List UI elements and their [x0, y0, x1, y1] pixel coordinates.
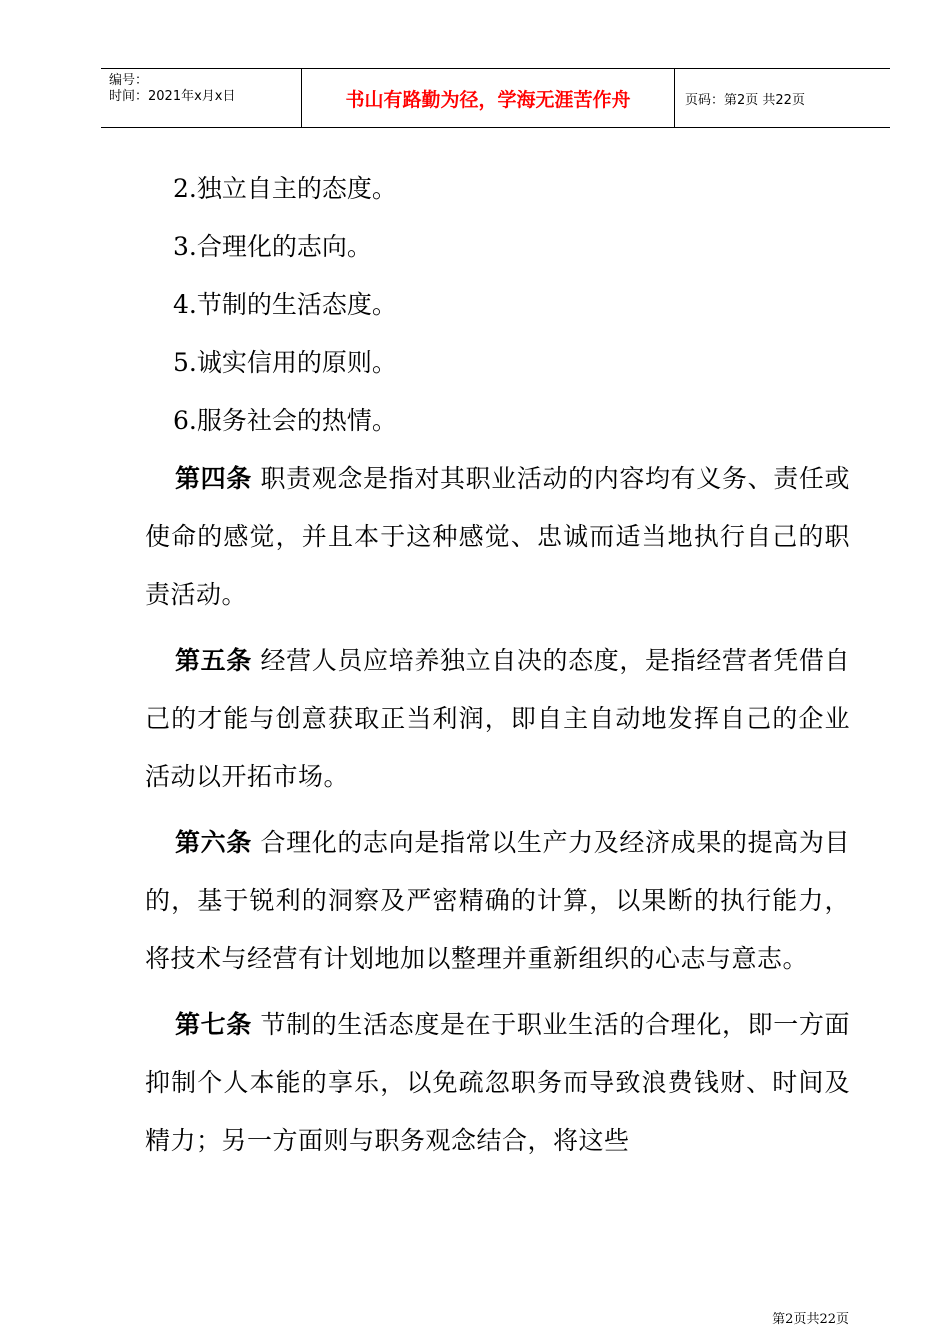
article-label: 第六条: [175, 828, 252, 857]
article-paragraph: [145, 814, 850, 988]
article-text: 职责观念是指对其职业活动的内容均有义务、责任或使命的感觉，并且本于这种感觉、忠诚而适当地执行自己的职责活动。: [145, 464, 850, 609]
document-body: [145, 160, 850, 1178]
list-item: 6.服务社会的热情。: [173, 406, 397, 435]
article-paragraph: [145, 632, 850, 806]
article-label: 第四条: [175, 464, 252, 493]
page-header: [101, 68, 890, 128]
time-label: 时间：2021年x月x日: [109, 89, 236, 104]
list-item: 5.诚实信用的原则。: [173, 348, 397, 377]
article-paragraph: [145, 450, 850, 624]
list-item: 2.独立自主的态度。: [173, 174, 397, 203]
article-text: 经营人员应培养独立自决的态度，是指经营者凭借自己的才能与创意获取正当利润，即自主自动地发挥自己的企业活动以开拓市场。: [145, 646, 850, 791]
header-page-info: 页码：第2页 共22页: [685, 92, 805, 108]
number-label: 编号：: [109, 73, 149, 88]
header-motto: 书山有路勤为径，学海无涯苦作舟: [301, 69, 675, 127]
header-meta: [101, 69, 301, 127]
page-footer: 第2页共22页: [772, 1312, 849, 1327]
article-paragraph: [145, 996, 850, 1170]
article-text: 节制的生活态度是在于职业生活的合理化，即一方面抑制个人本能的享乐，以免疏忽职务而导致浪费钱财、时间及精力；另一方面则与职务观念结合，将这些: [145, 1010, 850, 1155]
list-item: 4.节制的生活态度。: [173, 290, 397, 319]
article-label: 第五条: [175, 646, 252, 675]
list-item: 3.合理化的志向。: [173, 232, 372, 261]
article-text: 合理化的志向是指常以生产力及经济成果的提高为目的，基于锐利的洞察及严密精确的计算，以果断的执行能力，将技术与经营有计划地加以整理并重新组织的心志与意志。: [145, 828, 850, 973]
article-label: 第七条: [175, 1010, 252, 1039]
